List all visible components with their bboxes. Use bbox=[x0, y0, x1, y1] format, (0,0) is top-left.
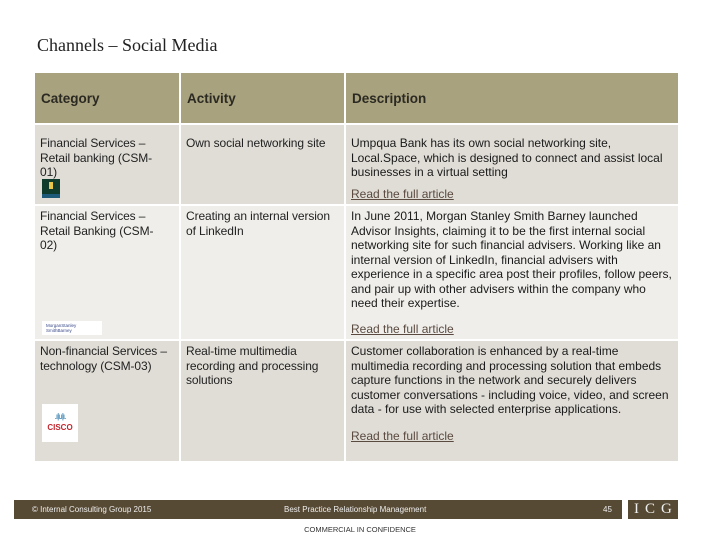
logo-text: CISCO bbox=[47, 423, 73, 432]
table-row bbox=[35, 125, 678, 204]
header-category: Category bbox=[35, 73, 179, 123]
category-cell bbox=[35, 206, 179, 339]
activity-text: Own social networking site bbox=[186, 136, 326, 150]
footer-copyright: © Internal Consulting Group 2015 bbox=[32, 505, 152, 514]
table-header bbox=[35, 73, 678, 123]
description-cell bbox=[346, 206, 678, 339]
table-row bbox=[35, 206, 678, 339]
confidentiality-notice: COMMERCIAL IN CONFIDENCE bbox=[304, 525, 416, 534]
icg-logo: ICG bbox=[628, 500, 678, 519]
category-cell bbox=[35, 341, 179, 461]
description-text: In June 2011, Morgan Stanley Smith Barney launched Advisor Insights, claiming it to be the first internal social networking site for such financial advisers. Working like an internal version of LinkedIn, financial advisers with experience in a specific area post their profiles, follow peers, and pair up with other advisers within the company who need their expertise. bbox=[351, 209, 672, 310]
morgan-stanley-smith-barney-logo bbox=[42, 321, 102, 335]
activity-text: Real-time multimedia recording and processing solutions bbox=[186, 344, 319, 387]
activity-cell bbox=[181, 125, 344, 204]
description-text: Customer collaboration is enhanced by a real-time multimedia recording and processing solution that embeds capture functions in the network and securely delivers customer conversations - including voice, video, and screen data - for use with selected enterprise applications. bbox=[351, 344, 669, 416]
read-article-link[interactable]: Read the full article bbox=[351, 321, 454, 336]
description-cell bbox=[346, 125, 678, 204]
category-text: Financial Services – Retail banking (CSM-01) bbox=[40, 136, 153, 179]
page-title: Channels – Social Media bbox=[37, 35, 218, 55]
channels-table bbox=[35, 73, 678, 463]
activity-cell bbox=[181, 341, 344, 461]
category-text: Non-financial Services – technology (CSM-03) bbox=[40, 344, 167, 373]
cisco-logo bbox=[42, 404, 78, 442]
footer-title: Best Practice Relationship Management bbox=[284, 505, 427, 514]
read-article-link[interactable]: Read the full article bbox=[351, 186, 454, 201]
activity-cell bbox=[181, 206, 344, 339]
logo-text: MorganStanley SmithBarney bbox=[46, 323, 77, 333]
category-cell bbox=[35, 125, 179, 204]
read-article-link[interactable]: Read the full article bbox=[351, 428, 454, 443]
table-row bbox=[35, 341, 678, 461]
umpqua-bank-logo bbox=[42, 179, 60, 198]
category-text: Financial Services – Retail Banking (CSM-02) bbox=[40, 209, 154, 252]
cisco-bars-icon: .ı|ı.ı|ı. bbox=[54, 412, 66, 421]
page-number: 45 bbox=[603, 505, 612, 514]
description-cell bbox=[346, 341, 678, 461]
header-activity: Activity bbox=[181, 73, 344, 123]
header-description: Description bbox=[346, 73, 678, 123]
activity-text: Creating an internal version of LinkedIn bbox=[186, 209, 330, 238]
footer-bar bbox=[14, 500, 622, 519]
description-text: Umpqua Bank has its own social networking site, Local.Space, which is designed to connect and assist local businesses in a virtual setting bbox=[351, 136, 663, 179]
